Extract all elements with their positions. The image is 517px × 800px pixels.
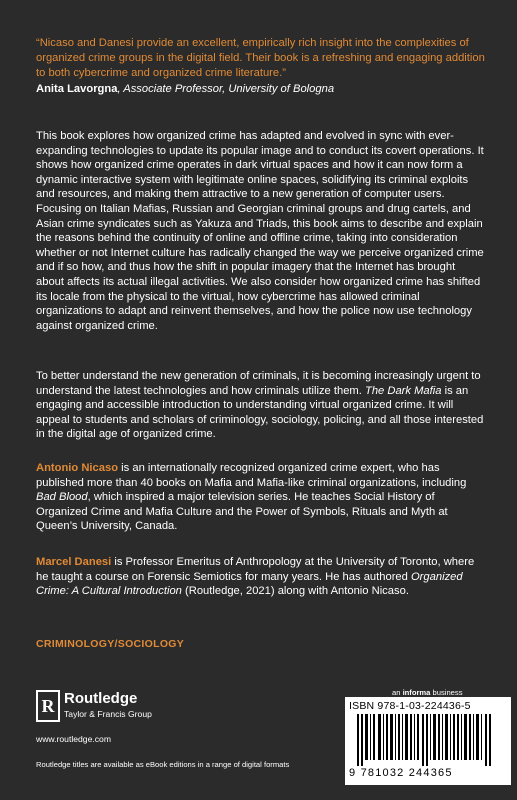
- publisher-brand: [36, 690, 156, 726]
- bio-book-title: Bad Blood: [36, 491, 88, 504]
- quote-author: Anita Lavorgna: [36, 83, 118, 95]
- publisher-name: Routledge: [64, 690, 138, 707]
- p2-text-b: is an engaging and accessible introduction to understanding virtual organized crime. It will appeal to students and scholars of criminology, sociology, policing, and all those interested in the digital age of organized crime.: [36, 384, 484, 441]
- barcode-icon: [351, 714, 503, 766]
- informa-prefix: an: [392, 688, 403, 697]
- author-bio-danesi: [36, 555, 486, 599]
- publisher-group: Taylor & Francis Group: [64, 709, 152, 719]
- author-name-nicaso: Antonio Nicaso: [36, 462, 119, 474]
- bio2-book-title: Organized Crime: A Cultural Introduction: [36, 570, 463, 598]
- bio2-text-a: is Professor Emeritus of Anthropology at the University of Toronto, where he taught a course on Forensic Semiotics for many years. He has authored: [36, 556, 475, 583]
- bio-text-a: is an internationally recognized organized crime expert, who has published more than 40 books on Mafia and Mafia-like criminal organizations, including: [36, 462, 467, 489]
- quote-attribution: [36, 82, 486, 97]
- routledge-logo-icon: [36, 690, 60, 722]
- quote-author-title: , Associate Professor, University of Bologna: [117, 83, 335, 95]
- description-paragraph-2: [36, 369, 486, 442]
- isbn-text: ISBN 978-1-03-224436-5: [349, 700, 471, 712]
- description-paragraph-1: This book explores how organized crime has adapted and evolved in sync with ever-expanding technologies to update its popular image and to conduct its covert operations. It shows how organized crime operates in dark virtual spaces and how it can now form a dynamic interactive system with legitimate online spaces, solidifying its criminal exploits and resources, and making them attractive to a new generation of computer users. Focusing on Italian Mafias, Russian and Georgian criminal groups and drug cartels, and Asian crime syndicates such as Yakuza and Triads, this book aims to describe and explain the reasons behind the continuity of online and offline crime, taking into consideration whether or not Internet culture has radically changed the way we perceive organized crime and if so how, and thus how the shift in popular imagery that the Internet has brought about affects its actual illegal activities. We also consider how organized crime has shifted its locale from the physical to the virtual, how cybercrime has allowed criminal organizations to adapt and reinvent themselves, and how the police now use technology against organized crime.: [36, 130, 484, 332]
- barcode: [345, 697, 511, 785]
- informa-bold: informa: [402, 688, 431, 697]
- publisher-website[interactable]: www.routledge.com: [36, 734, 111, 744]
- bio2-text-b: (Routledge, 2021) along with Antonio Nicaso.: [181, 585, 409, 598]
- p2-text-a: To better understand the new generation of criminals, it is becoming increasingly urgent to understand the latest technologies and how criminals utilize them.: [36, 370, 481, 397]
- ebook-note: Routledge titles are available as eBook editions in a range of digital formats: [36, 760, 290, 769]
- author-name-danesi: Marcel Danesi: [36, 556, 112, 568]
- book-title: The Dark Mafia: [364, 384, 442, 397]
- barcode-number: 9 781032 244365: [349, 767, 453, 779]
- informa-suffix: business: [430, 688, 463, 697]
- subject-category: CRIMINOLOGY/SOCIOLOGY: [36, 638, 185, 650]
- author-bio-nicaso: [36, 461, 486, 534]
- logo-letter: R: [41, 696, 55, 716]
- informa-business: [392, 688, 463, 697]
- review-quote: “Nicaso and Danesi provide an excellent, empirically rich insight into the complexities of organized crime groups in the digital field. Their book is a refreshing and engaging addition to both cybercrime and organized crime literature.”: [36, 37, 485, 79]
- bio-text-b: , which inspired a major television series. He teaches Social History of Organized Crime and Mafia Culture and the Power of Symbols, Rituals and Myth at Queen’s University, Canada.: [36, 491, 448, 533]
